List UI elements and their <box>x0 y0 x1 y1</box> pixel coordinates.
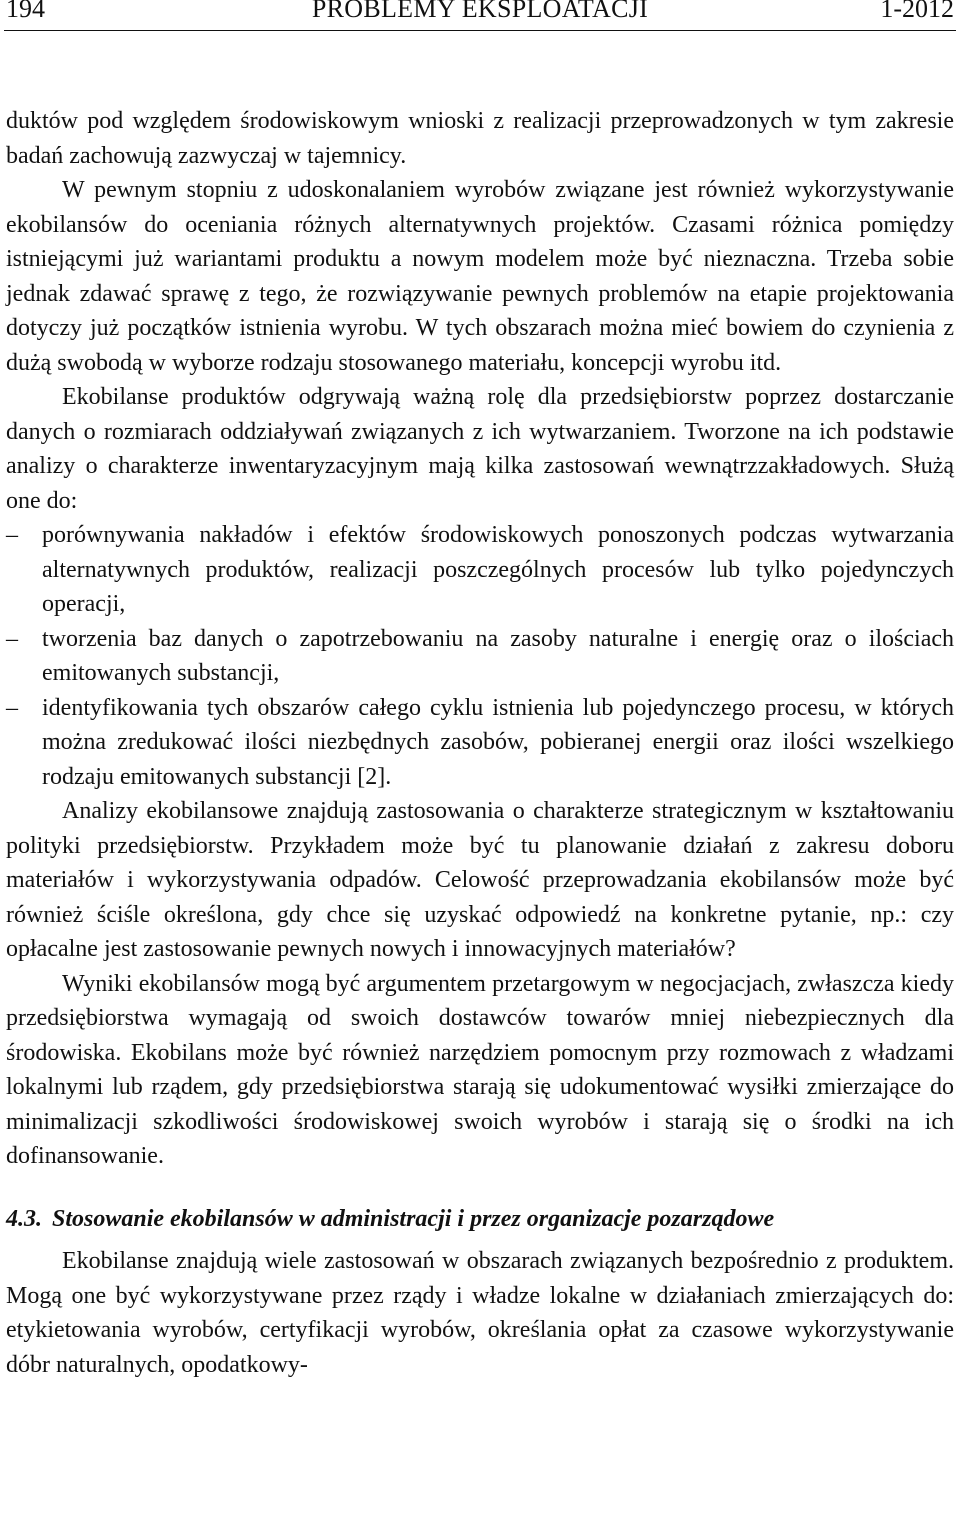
bullet-list <box>6 518 954 794</box>
paragraph: W pewnym stopniu z udoskonalaniem wyrobów związane jest również wykorzystywanie ekobilansów do oceniania różnych alternatywnych projektów. Czasami różnica pomiędzy istniejącymi już wariantami produktu a nowym modelem może być nieznaczna. Trzeba sobie jednak zdawać sprawę z tego, że rozwiązywanie pewnych problemów na etapie projektowania dotyczy już początków istnienia wyrobu. W tych obszarach można mieć bowiem do czynienia z dużą swobodą w wyborze rodzaju stosowanego materiału, koncepcji wyrobu itd. <box>6 177 954 376</box>
journal-title: PROBLEMY EKSPLOATACJI <box>311 0 649 23</box>
list-item <box>6 622 954 691</box>
dash-bullet: – <box>6 694 18 721</box>
list-item-text: identyfikowania tych obszarów całego cyklu istnienia lub pojedynczego procesu, w których można zredukować ilości niezbędnych zasobów, pobieranej energii oraz ilości wszelkiego rodzaju emitowanych substancji [2]. <box>42 694 954 790</box>
paragraph: Ekobilanse produktów odgrywają ważną rolę dla przedsiębiorstw poprzez dostarczanie danych o rozmiarach oddziaływań związanych z ich wytwarzaniem. Tworzone na ich podstawie analizy o charakterze inwentaryzacyjnym mają kilka zastosowań wewnątrzzakładowych. Służą one do: <box>6 384 954 514</box>
paragraph: Analizy ekobilansowe znajdują zastosowania o charakterze strategicznym w kształtowaniu polityki przedsiębiorstw. Przykładem może być tu planowanie działań z zakresu doboru materiałów i wykorzystywania odpadów. Celowość przeprowadzania ekobilansów może być również ściśle określona, gdy chce się uzyskać odpowiedź na konkretne pytanie, np.: czy opłacalne jest zastosowanie pewnych nowych i innowacyjnych materiałów? <box>6 798 954 962</box>
section-number: 4.3. <box>6 1205 42 1232</box>
article-body <box>6 104 954 1382</box>
page-header <box>4 0 956 31</box>
paragraph: Wyniki ekobilansów mogą być argumentem przetargowym w negocjacjach, zwłaszcza kiedy przedsiębiorstwa wymagają od swoich dostawców towarów mniej niebezpiecznych dla środowiska. Ekobilans może być również narzędziem pomocnym przy rozmowach z władzami lokalnymi lub rządem, gdy przedsiębiorstwa starają się udokumentować wysiłki zmierzające do minimalizacji szkodliwości środowiskowej swoich wyrobów i starają się o środki na ich dofinansowanie. <box>6 970 954 1169</box>
section-title: Stosowanie ekobilansów w administracji i przez organizacje pozarządowe <box>52 1205 775 1232</box>
list-item <box>6 691 954 795</box>
paragraph-continuation: duktów pod względem środowiskowym wnioski z realizacji przeprowadzonych w tym zakresie badań zachowują zazwyczaj w tajemnicy. <box>6 108 954 169</box>
section-heading <box>6 1202 954 1237</box>
dash-bullet: – <box>6 625 18 652</box>
paragraph: Ekobilanse znajdują wiele zastosowań w obszarach związanych bezpośrednio z produktem. Mogą one być wykorzystywane przez rządy i władze lokalne w działaniach zmierzających do: etykietowania wyrobów, certyfikacji wyrobów, określania opłat za czasowe wykorzystywanie dóbr naturalnych, opodatkowy- <box>6 1248 954 1378</box>
dash-bullet: – <box>6 522 18 548</box>
list-item-text: porównywania nakładów i efektów środowiskowych ponoszonych podczas wytwarzania alternatywnych produktów, realizacji poszczególnych procesów lub tylko pojedynczych operacji, <box>42 522 954 617</box>
issue-number: 1-2012 <box>880 0 954 23</box>
list-item-text: tworzenia baz danych o zapotrzebowaniu na zasoby naturalne i energię oraz o ilościach emitowanych substancji, <box>42 625 954 686</box>
page-number: 194 <box>6 0 45 23</box>
list-item <box>6 518 954 622</box>
